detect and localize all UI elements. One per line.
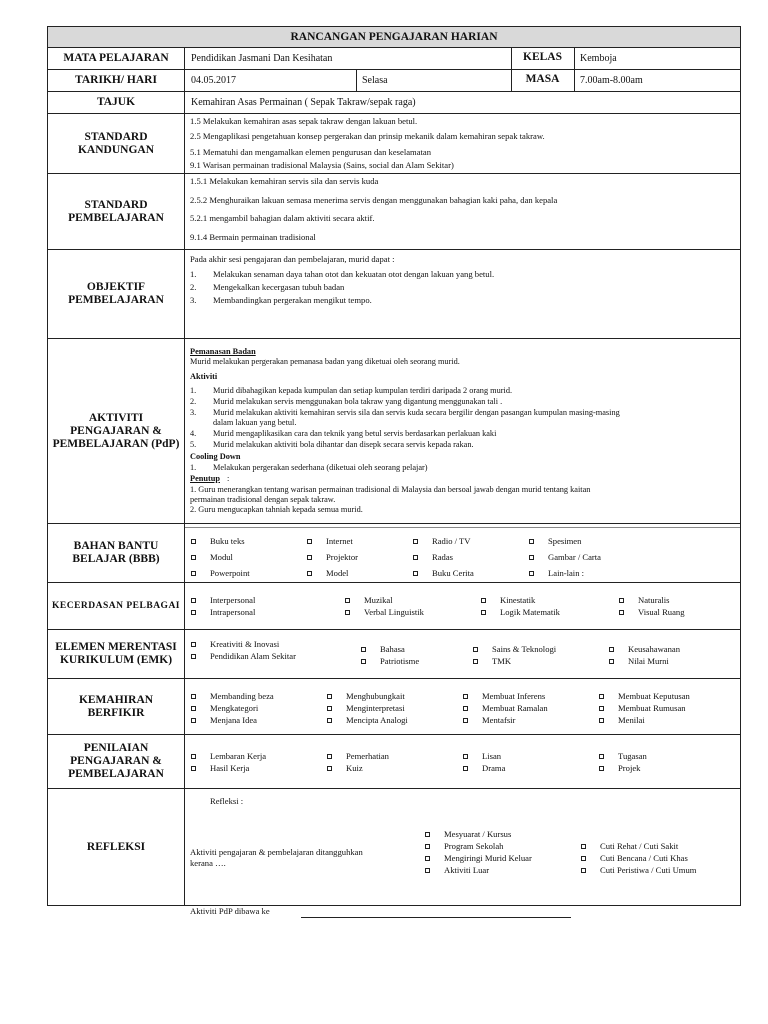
assessment-option[interactable]: Drama	[463, 763, 505, 774]
learning-standard-item: 5.2.1 mengambil bahagian dalam aktiviti secara aktif.	[190, 213, 375, 223]
assessment-option[interactable]: Hasil Kerja	[191, 763, 249, 774]
objective-row	[48, 250, 740, 339]
checkbox-icon[interactable]	[307, 571, 312, 576]
checkbox-icon[interactable]	[191, 555, 196, 560]
checkbox-icon[interactable]	[191, 718, 196, 723]
activity-step: Murid melakukan aktiviti kemahiran servis sila dan servis kuda secara bergilir dengan pasangan kumpulan masing-masing	[213, 408, 620, 417]
intelligence-label: KECERDASAN PELBAGAI	[48, 583, 185, 629]
activity-step-number: 3.	[190, 408, 197, 417]
thinking-skill-option[interactable]: Membuat Rumusan	[599, 703, 686, 714]
thinking-skill-option[interactable]: Mentafsir	[463, 715, 515, 726]
checkbox-icon[interactable]	[307, 555, 312, 560]
checkbox-icon[interactable]	[425, 856, 430, 861]
checkbox-icon[interactable]	[191, 571, 196, 576]
objective-item: Mengekalkan kecergasan tubuh badan	[213, 282, 345, 292]
cross-curricular-option[interactable]: TMK	[473, 656, 511, 667]
teaching-aids-row	[48, 524, 740, 583]
checkbox-icon[interactable]	[361, 647, 366, 652]
checkbox-icon[interactable]	[191, 642, 196, 647]
activity-title: Aktiviti	[190, 372, 218, 381]
thinking-skills-row	[48, 679, 740, 735]
checkbox-icon[interactable]	[581, 844, 586, 849]
class-label: KELAS	[523, 51, 562, 63]
checkbox-icon[interactable]	[327, 754, 332, 759]
objective-item: Membandingkan pergerakan mengikut tempo.	[213, 295, 372, 305]
cross-curricular-option[interactable]: Sains & Teknologi	[473, 644, 556, 655]
checkbox-icon[interactable]	[463, 766, 468, 771]
checkbox-icon[interactable]	[191, 706, 196, 711]
cooldown-number: 1.	[190, 463, 197, 472]
checkbox-icon[interactable]	[599, 754, 604, 759]
cross-curricular-option[interactable]: Keusahawanan	[609, 644, 680, 655]
assessment-option[interactable]: Kuiz	[327, 763, 363, 774]
time-label: MASA	[525, 73, 560, 85]
checkbox-icon[interactable]	[327, 718, 332, 723]
closing-line: 1. Guru menerangkan tentang warisan permainan tradisional di Malaysia dan bersoal jawab dengan murid tentang kaitan	[190, 485, 591, 494]
subject-row	[48, 48, 740, 70]
activity-step-continued: dalam lakuan yang betul.	[213, 418, 297, 427]
learning-standard-item: 2.5.2 Menghuraikan lakuan semasa menerima servis dengan menggunakan bahagian kaki paha, dan kepala	[190, 195, 558, 205]
checkbox-icon[interactable]	[425, 844, 430, 849]
intelligence-option[interactable]: Naturalis	[619, 595, 670, 606]
aid-option[interactable]: Projektor	[307, 552, 358, 563]
checkbox-icon[interactable]	[425, 832, 430, 837]
day-value: Selasa	[362, 75, 388, 86]
postpone-reason-option[interactable]: Program Sekolah	[425, 841, 503, 852]
activity-step: Murid melakukan servis menggunakan bola takraw yang digantung menggunakan tali .	[213, 397, 503, 406]
thinking-skill-option[interactable]: Menjana Idea	[191, 715, 257, 726]
date-label: TARIKH/ HARI	[48, 70, 185, 91]
checkbox-icon[interactable]	[191, 539, 196, 544]
cross-curricular-option[interactable]: Patriotisme	[361, 656, 419, 667]
activity-step-number: 5.	[190, 440, 197, 449]
checkbox-icon[interactable]	[463, 718, 468, 723]
activity-label: AKTIVITI PENGAJARAN & PEMBELAJARAN (PdP)	[48, 339, 185, 523]
thinking-skill-option[interactable]: Mencipta Analogi	[327, 715, 408, 726]
activity-step: Murid mengaplikasikan cara dan teknik yang betul servis berdasarkan perlakuan kaki	[213, 429, 497, 438]
thinking-skill-option[interactable]: Membuat Inferens	[463, 691, 545, 702]
content-standard-item: 2.5 Mengaplikasi pengetahuan konsep pergerakan dan prinsip mekanik dalam kemahiran sepak takraw.	[190, 131, 545, 141]
intelligence-option[interactable]: Muzikal	[345, 595, 393, 606]
checkbox-icon[interactable]	[619, 598, 624, 603]
checkbox-icon[interactable]	[327, 766, 332, 771]
subject-label: MATA PELAJARAN	[48, 48, 185, 69]
cross-curricular-option[interactable]: Bahasa	[361, 644, 405, 655]
aid-option[interactable]: Buku Cerita	[413, 568, 474, 579]
cross-curricular-option[interactable]: Pendidikan Alam Sekitar	[191, 651, 296, 662]
warmup-title: Pemanasan Badan	[190, 347, 256, 356]
postpone-reason-option[interactable]: Mesyuarat / Kursus	[425, 829, 511, 840]
postpone-reason-option[interactable]: Aktiviti Luar	[425, 865, 489, 876]
checkbox-icon[interactable]	[463, 706, 468, 711]
intelligence-row	[48, 583, 740, 630]
reflection-label: REFLEKSI	[48, 789, 185, 905]
thinking-skill-option[interactable]: Menginterpretasi	[327, 703, 405, 714]
aid-option[interactable]: Powerpoint	[191, 568, 250, 579]
warmup-text: Murid melakukan pergerakan pemanasa badan yang diketuai oleh seorang murid.	[190, 357, 460, 366]
learning-standard-item: 1.5.1 Melakukan kemahiran servis sila dan servis kuda	[190, 176, 379, 186]
learning-standard-item: 9.1.4 Bermain permainan tradisional	[190, 232, 316, 242]
intelligence-option[interactable]: Intrapersonal	[191, 607, 255, 618]
topic-value: Kemahiran Asas Permainan ( Sepak Takraw/sepak raga)	[191, 97, 416, 108]
postponed-text: Aktiviti pengajaran & pembelajaran ditangguhkan	[190, 847, 363, 857]
thinking-skill-option[interactable]: Mengkategori	[191, 703, 258, 714]
content-standard-row	[48, 114, 740, 174]
subject-value: Pendidikan Jasmani Dan Kesihatan	[191, 53, 333, 64]
date-row	[48, 70, 740, 92]
checkbox-icon[interactable]	[581, 856, 586, 861]
aid-option[interactable]: Modul	[191, 552, 233, 563]
cross-curricular-option[interactable]: Nilai Murni	[609, 656, 669, 667]
carried-forward-line[interactable]	[301, 917, 571, 918]
activity-step: Murid dibahagikan kepada kumpulan dan setiap kumpulan terdiri daripada 2 orang murid.	[213, 386, 513, 395]
cross-curricular-option[interactable]: Kreativiti & Inovasi	[191, 639, 279, 650]
aid-option[interactable]: Buku teks	[191, 536, 245, 547]
assessment-option[interactable]: Projek	[599, 763, 640, 774]
time-value: 7.00am-8.00am	[580, 75, 643, 86]
checkbox-icon[interactable]	[327, 694, 332, 699]
teaching-aids-label: BAHAN BANTU BELAJAR (BBB)	[48, 524, 185, 582]
content-standard-item: 1.5 Melakukan kemahiran asas sepak takraw dengan lakuan betul.	[190, 116, 418, 126]
closing-line: permainan tradisional dengan sepak takraw.	[190, 495, 336, 504]
title-text: RANCANGAN PENGAJARAN HARIAN	[290, 31, 498, 43]
content-standard-label: STANDARD KANDUNGAN	[48, 114, 185, 173]
checkbox-icon[interactable]	[599, 718, 604, 723]
postponed-text-2: kerana ….	[190, 858, 226, 868]
checkbox-icon[interactable]	[481, 598, 486, 603]
checkbox-icon[interactable]	[191, 610, 196, 615]
activity-step: Murid melakukan aktiviti bola dihantar dan disepk secara servis kepada rakan.	[213, 440, 474, 449]
thinking-skill-option[interactable]: Membanding beza	[191, 691, 274, 702]
closing-line: 2. Guru mengucapkan tahniah kepada semua murid.	[190, 505, 363, 514]
cross-curricular-label: ELEMEN MERENTASI KURIKULUM (EMK)	[48, 630, 185, 678]
checkbox-icon[interactable]	[581, 868, 586, 873]
intelligence-option[interactable]: Logik Matematik	[481, 607, 560, 618]
objective-intro: Pada akhir sesi pengajaran dan pembelajaran, murid dapat :	[190, 254, 395, 264]
aid-option[interactable]: Internet	[307, 536, 353, 547]
checkbox-icon[interactable]	[345, 610, 350, 615]
activity-step-number: 2.	[190, 397, 197, 406]
checkbox-icon[interactable]	[481, 610, 486, 615]
checkbox-icon[interactable]	[413, 555, 418, 560]
checkbox-icon[interactable]	[609, 647, 614, 652]
carried-forward-text: Aktiviti PdP dibawa ke	[190, 906, 270, 916]
date-value: 04.05.2017	[191, 75, 236, 86]
closing-colon: :	[227, 474, 230, 483]
checkbox-icon[interactable]	[361, 659, 366, 664]
intelligence-option[interactable]: Kinestatik	[481, 595, 535, 606]
checkbox-icon[interactable]	[191, 694, 196, 699]
thinking-skill-option[interactable]: Menghubungkait	[327, 691, 405, 702]
checkbox-icon[interactable]	[191, 654, 196, 659]
postpone-reason-option[interactable]: Cuti Peristiwa / Cuti Umum	[581, 865, 696, 876]
bottom-rule	[185, 905, 740, 906]
assessment-option[interactable]: Tugasan	[599, 751, 647, 762]
checkbox-icon[interactable]	[307, 539, 312, 544]
thinking-skills-label: KEMAHIRAN BERFIKIR	[48, 679, 185, 734]
objective-number: 3.	[190, 295, 197, 305]
learning-standard-label: STANDARD PEMBELAJARAN	[48, 174, 185, 249]
thinking-skill-option[interactable]: Membuat Keputusan	[599, 691, 690, 702]
content-standard-item: 5.1 Mematuhi dan mengamalkan elemen pengurusan dan keselamatan	[190, 147, 432, 157]
assessment-option[interactable]: Pemerhatian	[327, 751, 389, 762]
cooldown-text: Melakukan pergerakan sederhana (diketuai oleh seorang pelajar)	[213, 463, 428, 472]
postpone-reason-option[interactable]: Cuti Rehat / Cuti Sakit	[581, 841, 678, 852]
intelligence-option[interactable]: Visual Ruang	[619, 607, 685, 618]
checkbox-icon[interactable]	[529, 539, 534, 544]
aid-option[interactable]: Gambar / Carta	[529, 552, 601, 563]
postpone-reason-option[interactable]: Cuti Bencana / Cuti Khas	[581, 853, 688, 864]
objective-item: Melakukan senaman daya tahan otot dan kekuatan otot dengan lakuan yang betul.	[213, 269, 495, 279]
checkbox-icon[interactable]	[463, 694, 468, 699]
aid-option[interactable]: Radio / TV	[413, 536, 471, 547]
assessment-label: PENILAIAN PENGAJARAN & PEMBELAJARAN	[48, 735, 185, 788]
document-title	[48, 27, 740, 48]
checkbox-icon[interactable]	[473, 647, 478, 652]
thinking-skill-option[interactable]: Menilai	[599, 715, 645, 726]
objective-number: 1.	[190, 269, 197, 279]
checkbox-icon[interactable]	[473, 659, 478, 664]
checkbox-icon[interactable]	[609, 659, 614, 664]
postpone-reason-option[interactable]: Mengiringi Murid Keluar	[425, 853, 532, 864]
aid-option[interactable]: Spesimen	[529, 536, 581, 547]
cross-curricular-row	[48, 630, 740, 679]
activity-row	[48, 339, 740, 524]
checkbox-icon[interactable]	[425, 868, 430, 873]
checkbox-icon[interactable]	[599, 694, 604, 699]
aid-option[interactable]: Model	[307, 568, 348, 579]
lesson-plan-document	[47, 26, 741, 916]
assessment-row	[48, 735, 740, 789]
intelligence-option[interactable]: Interpersonal	[191, 595, 255, 606]
activity-step-number: 4.	[190, 429, 197, 438]
checkbox-icon[interactable]	[191, 598, 196, 603]
objective-number: 2.	[190, 282, 197, 292]
checkbox-icon[interactable]	[345, 598, 350, 603]
cooldown-title: Cooling Down	[190, 452, 241, 461]
checkbox-icon[interactable]	[599, 766, 604, 771]
checkbox-icon[interactable]	[463, 754, 468, 759]
checkbox-icon[interactable]	[327, 706, 332, 711]
thinking-skill-option[interactable]: Membuat Ramalan	[463, 703, 548, 714]
class-value: Kemboja	[580, 53, 617, 64]
content-standard-item: 9.1 Warisan permainan tradisional Malaysia (Sains, social dan Alam Sekitar)	[190, 160, 454, 170]
topic-row	[48, 92, 740, 114]
aid-option[interactable]: Lain-lain :	[529, 568, 584, 579]
checkbox-icon[interactable]	[191, 766, 196, 771]
assessment-option[interactable]: Lisan	[463, 751, 501, 762]
intelligence-option[interactable]: Verbal Linguistik	[345, 607, 424, 618]
closing-title: Penutup	[190, 474, 220, 483]
reflection-row	[48, 789, 740, 916]
checkbox-icon[interactable]	[413, 571, 418, 576]
checkbox-icon[interactable]	[529, 555, 534, 560]
checkbox-icon[interactable]	[599, 706, 604, 711]
topic-label: TAJUK	[48, 92, 185, 113]
checkbox-icon[interactable]	[413, 539, 418, 544]
checkbox-icon[interactable]	[191, 754, 196, 759]
checkbox-icon[interactable]	[619, 610, 624, 615]
learning-standard-row	[48, 174, 740, 250]
activity-step-number: 1.	[190, 386, 197, 395]
objective-label: OBJEKTIF PEMBELAJARAN	[48, 250, 185, 338]
checkbox-icon[interactable]	[529, 571, 534, 576]
reflection-title: Refleksi :	[210, 796, 244, 806]
assessment-option[interactable]: Lembaran Kerja	[191, 751, 266, 762]
aid-option[interactable]: Radas	[413, 552, 453, 563]
